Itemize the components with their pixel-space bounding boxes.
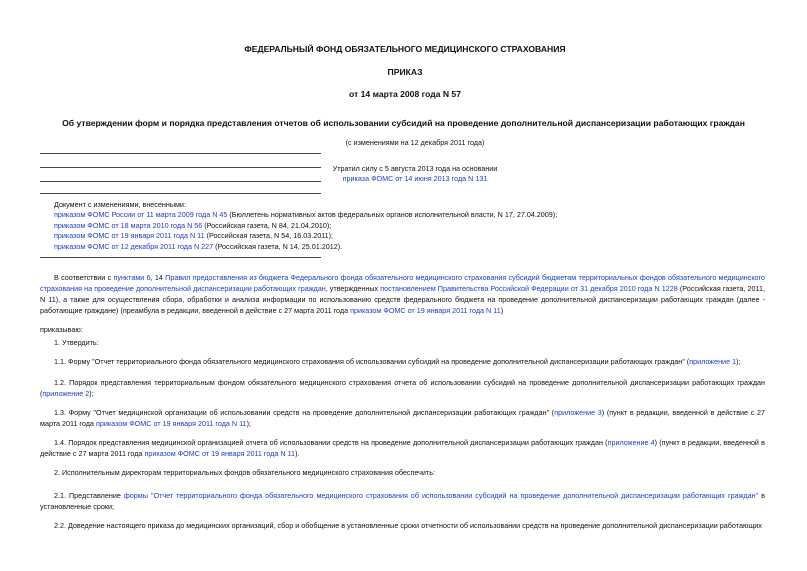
edition-note: (с изменениями на 12 декабря 2011 года)	[345, 138, 485, 147]
divider	[40, 153, 321, 154]
change-link[interactable]: приказом ФОМС от 18 марта 2010 года N 56	[54, 220, 203, 230]
item-1: 1. Утвердить:	[54, 338, 99, 347]
item-2-2: 2.2. Доведение настоящего приказа до медицинских организаций, сбор и обобщение в установленные сроки отчетности об использовании средств на проведение дополнительной диспансеризации работающих	[54, 521, 762, 530]
lost-force-link[interactable]: приказа ФОМС от 14 июня 2013 года N 131	[342, 174, 488, 184]
preamble: В соответствии с пунктами 6, 14 Правил предоставления из бюджета Федерального фонда обязательного медицинского страхования субсидий бюджетам территориальных фондов обязательного медицинского страхования на проведение дополнительной диспансеризации работающих граждан, утвержденных постановлением Правительства Российской Федерации от 31 декабря 2010 года N 1228 (Российская газета, 2011, N 11), а также для осуществления сбора, обработки и анализа информации по использованию средств федерального бюджета на проведение дополнительной диспансеризации работающих граждан (далее - работающие граждане) (преамбула в редакции, введенной в действие с 27 марта 2011 года приказом ФОМС от 19 января 2011 года N 11)	[40, 273, 766, 315]
appendix-link[interactable]: приложение 2	[42, 389, 90, 398]
preamble-link[interactable]: пунктами 6	[113, 273, 151, 282]
preamble-link[interactable]: приказом ФОМС от 19 января 2011 года N 11	[350, 306, 501, 315]
appendix-link[interactable]: приложение 4	[607, 438, 655, 447]
changes-intro: Документ с изменениями, внесенными:	[54, 200, 186, 209]
amendment-link[interactable]: приказом ФОМС от 19 января 2011 года N 11	[144, 449, 296, 458]
item-1-4: 1.4. Порядок представления медицинской организацией отчета об использовании средств на проведение дополнительной диспансеризации работающих граждан (приложение 4) (пункт в редакции, введенной в действие с 27 марта 2011 года приказом ФОМС от 19 января 2011 года N 11).	[40, 438, 765, 458]
item-1-3: 1.3. Форму "Отчет медицинской организации об использовании средств на проведение дополнительной диспансеризации работающих граждан" (приложение 3) (пункт в редакции, введенной в действие с 27 марта 2011 года приказом ФОМС от 19 января 2011 года N 11);	[40, 408, 765, 428]
org-name: ФЕДЕРАЛЬНЫЙ ФОНД ОБЯЗАТЕЛЬНОГО МЕДИЦИНСКОГО СТРАХОВАНИЯ	[244, 44, 566, 54]
list-item: приказом ФОМС от 19 января 2011 года N 11 (Российская газета, N 54, 16.03.2011);	[54, 231, 334, 241]
list-item: приказом ФОМС России от 11 марта 2009 года N 45 (Бюллетень нормативных актов федеральных органов исполнительной власти, N 17, 27.04.2009);	[54, 210, 558, 220]
lost-force-note	[320, 164, 510, 185]
form-link[interactable]: формы "Отчет территориального фонда обязательного медицинского страхования об использовании субсидий на проведение дополнительной диспансеризации работающих граждан"	[123, 491, 759, 500]
appendix-link[interactable]: приложение 3	[554, 408, 602, 417]
item-2: 2. Исполнительным директорам территориальных фондов обязательного медицинского страхования обеспечить:	[54, 468, 435, 477]
divider	[40, 167, 321, 168]
list-item: приказом ФОМС от 12 декабря 2011 года N 227 (Российская газета, N 14, 25.01.2012).	[54, 241, 343, 251]
preamble-link[interactable]: постановлением Правительства Российской Федерации от 31 декабря 2010 года N 1228	[380, 284, 678, 293]
list-item: приказом ФОМС от 18 марта 2010 года N 56 (Российская газета, N 84, 21.04.2010);	[54, 220, 332, 230]
doc-date-number: от 14 марта 2008 года N 57	[349, 89, 461, 99]
change-link[interactable]: приказом ФОМС России от 11 марта 2009 года N 45	[54, 210, 228, 220]
order-word: приказываю:	[40, 325, 83, 334]
doc-title: Об утверждении форм и порядка представления отчетов об использовании субсидий на проведение дополнительной диспансеризации работающих граждан	[62, 118, 745, 128]
divider	[40, 181, 321, 182]
item-1-2: 1.2. Порядок представления территориальным фондом обязательного медицинского страхования отчета об использовании субсидий на проведение дополнительной диспансеризации работающих граждан (приложение 2);	[40, 378, 765, 398]
divider	[40, 193, 321, 194]
changes-list	[54, 200, 754, 252]
change-link[interactable]: приказом ФОМС от 12 декабря 2011 года N 227	[54, 241, 214, 251]
change-link[interactable]: приказом ФОМС от 19 января 2011 года N 11	[54, 231, 205, 241]
item-1-1: 1.1. Форму "Отчет территориального фонда обязательного медицинского страхования об использовании субсидий на проведение дополнительной диспансеризации работающих граждан" (приложение 1);	[54, 357, 741, 366]
divider	[40, 257, 321, 258]
item-2-1: 2.1. Представление формы "Отчет территориального фонда обязательного медицинского страхования об использовании субсидий на проведение дополнительной диспансеризации работающих граждан" в установленные сроки;	[40, 491, 765, 511]
amendment-link[interactable]: приказом ФОМС от 19 января 2011 года N 11	[95, 419, 247, 428]
lost-force-text: Утратил силу с 5 августа 2013 года на основании	[332, 164, 498, 173]
preamble-link[interactable]: Правил предоставления из бюджета Федерального фонда обязательного медицинского страхования субсидий бюджетам территориальных фондов обязательного медицинского страхования на проведение дополнительной диспансеризации работающих граждан	[40, 273, 765, 293]
appendix-link[interactable]: приложение 1	[689, 357, 737, 366]
doc-type: ПРИКАЗ	[387, 67, 423, 77]
